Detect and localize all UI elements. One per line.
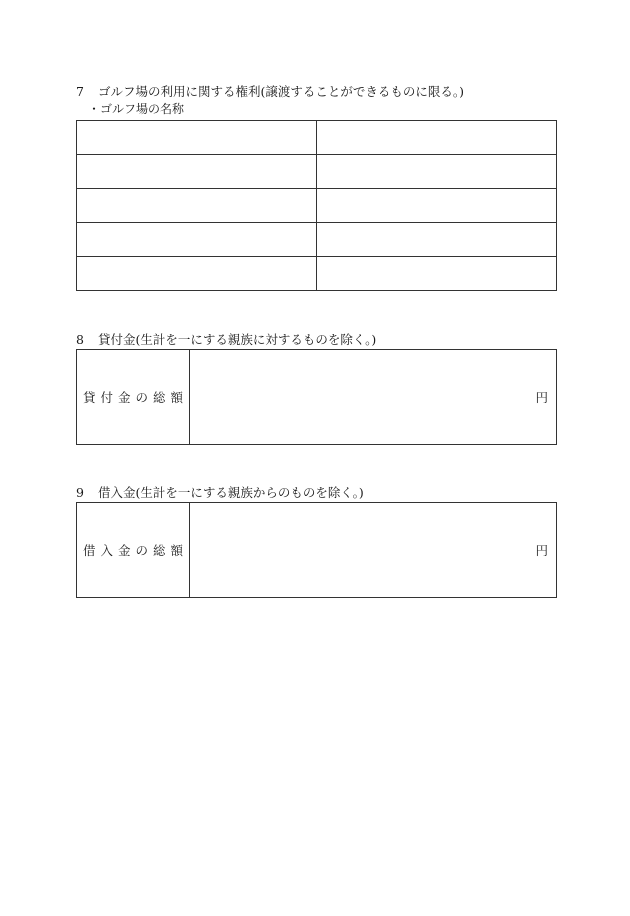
golf-course-name-label: ・ゴルフ場の名称 (88, 102, 185, 116)
loan-total-unit: 円 (535, 390, 548, 405)
golf-course-cell-left[interactable] (77, 121, 317, 155)
borrowing-total-unit: 円 (535, 543, 548, 558)
section-8-number: 8 (76, 332, 84, 347)
golf-course-cell-right[interactable] (317, 189, 557, 223)
section-7-title: ゴルフ場の利用に関する権利(譲渡することができるものに限る。) (98, 84, 465, 99)
golf-course-cell-left[interactable] (77, 155, 317, 189)
section-7-heading (76, 84, 464, 100)
section-9-title: 借入金(生計を一にする親族からのものを除く。) (98, 485, 364, 500)
table-row (77, 257, 557, 291)
section-8-heading (76, 332, 376, 348)
golf-course-cell-right[interactable] (317, 223, 557, 257)
loan-total-field[interactable] (190, 350, 556, 444)
section-8-title: 貸付金(生計を一にする親族に対するものを除く。) (98, 332, 377, 347)
loan-total-label: 貸付金の総額 (77, 350, 190, 444)
section-9-number: 9 (76, 485, 84, 500)
golf-course-cell-left[interactable] (77, 257, 317, 291)
golf-course-table (76, 120, 557, 291)
golf-course-cell-left[interactable] (77, 189, 317, 223)
golf-course-cell-left[interactable] (77, 223, 317, 257)
table-row (77, 155, 557, 189)
section-7-number: 7 (76, 84, 84, 99)
table-row (77, 189, 557, 223)
borrowing-total-field[interactable] (190, 503, 556, 597)
golf-course-cell-right[interactable] (317, 155, 557, 189)
borrowing-total-label: 借入金の総額 (77, 503, 190, 597)
table-row (77, 223, 557, 257)
borrowing-total-box (76, 502, 557, 598)
table-row (77, 121, 557, 155)
golf-course-cell-right[interactable] (317, 121, 557, 155)
golf-course-cell-right[interactable] (317, 257, 557, 291)
loan-total-box (76, 349, 557, 445)
section-9-heading (76, 485, 364, 501)
